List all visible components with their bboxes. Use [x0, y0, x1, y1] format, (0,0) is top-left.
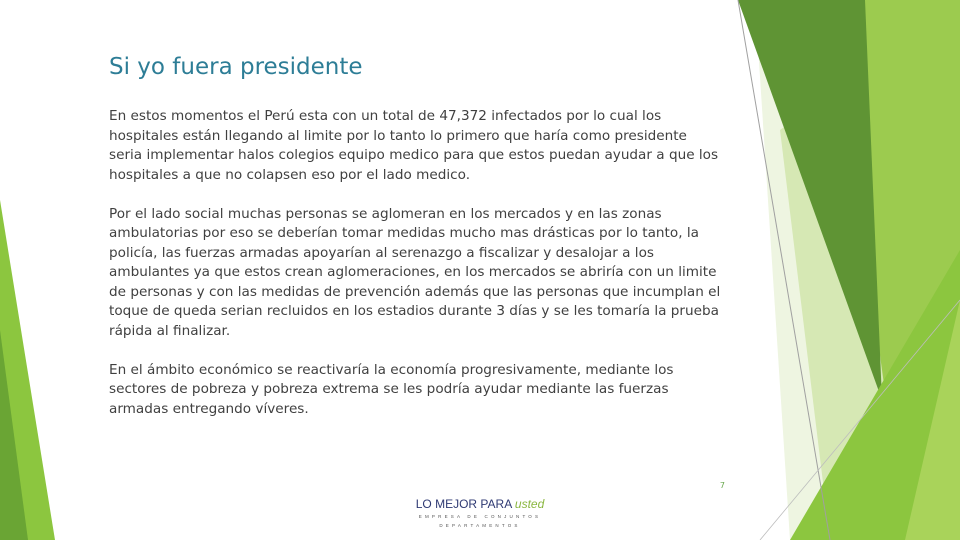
paragraph-medical: En estos momentos el Perú esta con un total de 47,372 infectados por lo cual los hospitales están llegando al limite por lo tanto lo primero que haría como presidente seria implementar halos colegios equipo medico para que estos puedan ayudar a que los hospitales a que no colapsen eso por el lado medico. — [109, 108, 719, 183]
logo-wordmark — [380, 497, 580, 512]
logo-tagline-1: EMPRESA DE CONJUNTOS — [418, 514, 542, 519]
page-number: 7 — [719, 481, 725, 490]
slide-title: Si yo fuera presidente — [109, 54, 363, 80]
logo-tagline-2: DEPARTAMENTOS — [439, 523, 521, 528]
paragraph-economic: En el ámbito económico se reactivaría la economía progresivamente, mediante los sectores de pobreza y pobreza extrema se les podría ayudar mediante las fuerzas armadas entregando víveres. — [109, 361, 674, 417]
paragraph-social: Por el lado social muchas personas se aglomeran en los mercados y en las zonas ambulatorias por eso se deberían tomar medidas mucho mas drásticas por lo tanto, la policía, las fuerzas armadas apoyarían al serenazgo a fiscalizar y desalojar a los ambulantes ya que estos crean aglomeraciones, en los mercados se abriría con un limite de personas y con las medidas de prevención además que las personas que incumplan el toque de queda serian recluidos en los estadios durante 3 días y se les tomaría la prueba rápida al finalizar. — [109, 205, 721, 339]
logo-accent-text: usted — [514, 497, 545, 511]
logo-main-text: LO MEJOR PARA — [415, 497, 512, 511]
company-logo — [380, 497, 580, 530]
slide-body — [109, 107, 721, 439]
